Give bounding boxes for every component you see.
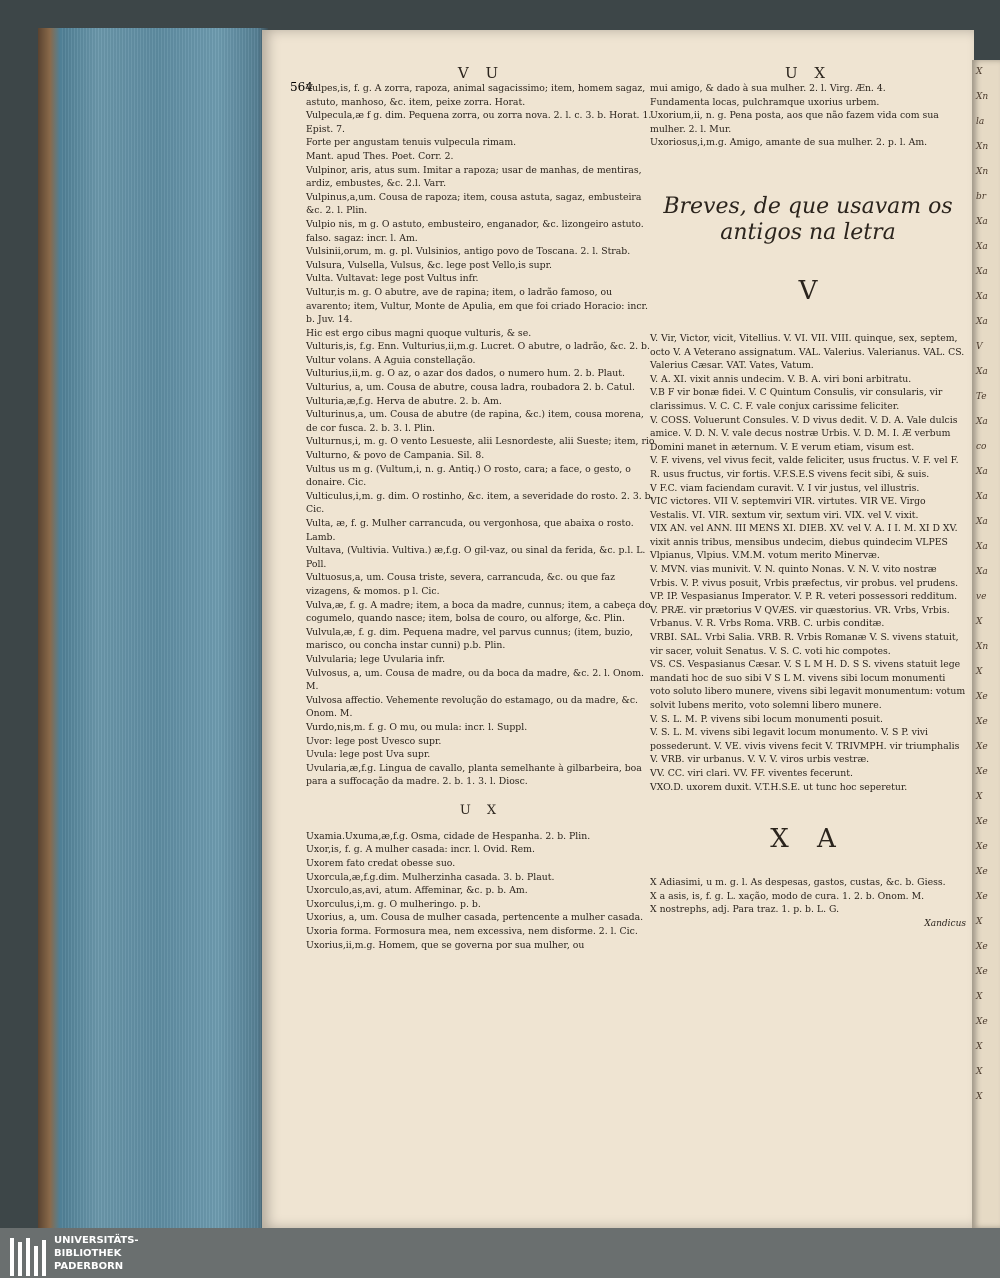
entry: V. S. L. M. vivens sibi legavit locum monumento. V. S P. vivi possederunt. V. VE. vivis vivens fecit V. TRIVMPH. vir triumphalis V. VRB. vir urbanus. V. V. V. viros urbis vestræ. [650, 727, 960, 766]
entry: Vultur,is m. g. O abutre, ave de rapina; item, o ladrão famoso, ou avarento; item, Vultur, Monte de Apulia, em que foi criado Horacio: incr. b. Juv. 14. [306, 286, 648, 326]
facing-page-fragment: Xe [976, 942, 988, 952]
facing-page-fragment: Xe [976, 742, 988, 752]
entry: Uxorius,ii,m.g. Homem, que se governa por sua mulher, ou [306, 939, 585, 951]
facing-page-fragment: Xe [976, 767, 988, 777]
facing-page-fragment: X [976, 67, 983, 77]
page-number: 564 [290, 80, 313, 94]
entry: VRBI. SAL. Vrbi Salia. VRB. R. Vrbis Romanæ V. S. vivens statuit, vir sacer, voluit Senatus. V. S. C. voti hic compotes. [650, 632, 959, 657]
entry: Vultuosus,a, um. Cousa triste, severa, carrancuda, &c. ou que faz vizagens, & momos. p l. Cic. [306, 572, 615, 597]
entry: Vulpinus,a,um. Cousa de rapoza; item, cousa astuta, sagaz, embusteira &c. 2. l. Plin. [306, 191, 642, 217]
facing-page-fragment: Xa [976, 417, 988, 427]
entry: Vulpio nis, m g. O astuto, embusteiro, enganador, &c. lizongeiro astuto. falso. sagaz: incr. l. Am. [306, 218, 644, 244]
entry: V F.C. viam faciendam curavit. V. I vir justus, vel illustris. [650, 482, 920, 494]
entry: V. PRÆ. vir prætorius V QVÆS. vir quæstorius. VR. Vrbs, Vrbis. Vrbanus. V. R. Vrbs Roma. VRB. C. urbis conditæ. [650, 604, 950, 630]
entry: V. F. vivens, vel vivus fecit, valde feliciter, usus fructus. V. F. vel F. R. usus fructus, vir fortis. V.F.S.E.S vivens fecit sibi, & suis. [650, 455, 959, 480]
entry: Vurdo,nis,m. f. g. O mu, ou mula: incr. l. Suppl. [306, 721, 528, 733]
entry: Vulticulus,i,m. g. dim. O rostinho, &c. item, a severidade do rosto. 2. 3. b. Cic. [306, 490, 654, 516]
facing-page-fragment: Xn [976, 167, 989, 177]
entry: Hic est ergo cibus magni quoque vulturis, & se. [306, 327, 532, 339]
entry: VP. IP. Vespasianus Imperator. V. P. R. veteri possessori redditum. [650, 591, 958, 603]
facing-page-fragment: br [976, 192, 987, 202]
facing-page-fragment: V [976, 342, 983, 352]
facing-page-fragment: X [976, 1067, 983, 1077]
facing-page-fragment: Xe [976, 967, 988, 977]
facing-page-fragment: X [976, 1042, 983, 1052]
facing-page-fragment: Xa [976, 217, 988, 227]
entry: V. S. L. M. P. vivens sibi locum monumenti posuit. [650, 713, 883, 725]
entry: Vulvosa affectio. Vehemente revolução do estamago, ou da madre, &c. Onom. M. [306, 694, 638, 720]
entry: V.B F vir bonæ fidei. V. C Quintum Consulis, vir consularis, vir clarissimus. V. C. C. F. vale conjux carissime feliciter. [650, 387, 943, 412]
facing-page-fragment: X [976, 992, 983, 1002]
facing-page-fragment: Xn [976, 92, 989, 102]
entry: VIX AN. vel ANN. III MENS XI. DIEB. XV. vel V. A. I I. M. XI D XV. vixit annis tribus, mensibus undecim, diebus quindecim VLPES Vlpianus, Vlpius. V.M.M. votum merito Minervæ. [650, 523, 958, 562]
facing-page-fragment: Xn [976, 142, 989, 152]
library-name-line-3: PADERBORN [54, 1261, 124, 1272]
entry: Uxoriosus,i,m.g. Amigo, amante de sua mulher. 2. p. l. Am. [650, 137, 928, 149]
entry: Uxorcula,æ,f.g.dim. Mulherzinha casada. 3. b. Plaut. [306, 871, 555, 883]
entry: Uvularia,æ,f.g. Lingua de cavallo, planta semelhante à gilbarbeira, boa para a suffocação da madre. 2. b. 1. 3. l. Diosc. [306, 762, 642, 788]
abbreviation-entries [650, 332, 966, 794]
entry: Fundamenta locas, pulchramque uxorius urbem. [650, 96, 880, 108]
entry: Uxorculo,as,avi, atum. Affeminar, &c. p. b. Am. [306, 885, 528, 897]
entry: Vultur volans. A Aguia constellação. [306, 354, 476, 366]
right-running-header: U X [784, 64, 832, 82]
entry: Forte per angustam tenuis vulpecula rimam. [306, 137, 517, 149]
entry: Vultus us m g. (Vultum,i, n. g. Antiq.) O rosto, cara; a face, o gesto, o donaire. Cic. [306, 463, 631, 489]
entry: Uxor,is, f. g. A mulher casada: incr. l. Ovid. Rem. [306, 844, 535, 856]
entry: Uvula: lege post Uva supr. [306, 749, 431, 761]
facing-page-fragment: Xa [976, 242, 988, 252]
entry: Vulta. Vultavat: lege post Vultus infr. [306, 273, 479, 285]
xa-section-heading: X A [770, 824, 846, 855]
facing-page-fragment: Xa [976, 317, 988, 327]
entry: Vulva,æ, f. g. A madre; item, a boca da madre, cunnus; item, a cabeça do cogumelo, quando nasce; item, bolsa de couro, ou alforge, &c. Plin. [306, 599, 651, 625]
facing-page-fragment: Xa [976, 517, 988, 527]
facing-page-fragment: Xa [976, 367, 988, 377]
entry: X nostrephs, adj. Para traz. 1. p. b. L. G. [650, 904, 840, 916]
left-running-header: V U [457, 64, 505, 82]
entry: Mant. apud Thes. Poet. Corr. 2. [306, 150, 454, 162]
entry: Vulvularia; lege Uvularia infr. [306, 653, 446, 665]
entry: Uxorculus,i,m. g. O mulheringo. p. b. [306, 898, 481, 910]
xa-entries [650, 876, 966, 917]
facing-page-fragment: la [976, 117, 985, 127]
entry: V. A. XI. vixit annis undecim. V. B. A. viri boni arbitratu. [650, 373, 912, 385]
entry: X Adiasimi, u m. g. l. As despesas, gastos, custas, &c. b. Giess. [650, 877, 946, 889]
entry: Vulturnus,i, m. g. O vento Lesueste, alii Lesnordeste, alii Sueste; item, rio Vulturno, & povo de Campania. Sil. 8. [306, 436, 655, 462]
breves-title-line-2: antigos na letra [720, 219, 896, 245]
book-page [262, 30, 974, 1228]
entry: Vulturinus,a, um. Cousa de abutre (de rapina, &c.) item, cousa morena, de cor fusca. 2. b. 3. l. Plin. [306, 409, 644, 434]
facing-page-fragment: co [976, 442, 987, 452]
entry: X a asis, is, f. g. L. xação, modo de cura. 1. 2. b. Onom. M. [650, 890, 925, 902]
entry: Vulturius, a, um. Cousa de abutre, cousa ladra, roubadora 2. b. Catul. [306, 382, 635, 394]
catchword: Xandicus [924, 918, 966, 929]
facing-page-fragment: Xa [976, 567, 988, 577]
big-letter: V [798, 275, 818, 306]
right-entries [650, 82, 966, 150]
entry: Uxorem fato credat obesse suo. [306, 858, 456, 870]
ux-section-heading: U X [459, 802, 503, 818]
library-footer [0, 1228, 1000, 1278]
entry: VV. CC. viri clari. VV. FF. viventes fecerunt. [650, 767, 853, 779]
facing-page-fragment: Xa [976, 542, 988, 552]
facing-page-fragment: Xe [976, 1017, 988, 1027]
entry: Vultava, (Vultivia. Vultiva.) æ,f.g. O gil-vaz, ou sinal da ferida, &c. p.l. L. Poll. [306, 545, 646, 570]
entry: V. Vir, Victor, vicit, Vitellius. V. VI. VII. VIII. quinque, sex, septem, octo V. A Veterano assignatum. VAL. Valerius. Valerianus. VAL. CS. Valerius Cæsar. VAT. Vates, Vatum. [650, 332, 965, 372]
facing-page-fragment: Xa [976, 292, 988, 302]
entry: Uvor: lege post Uvesco supr. [306, 735, 442, 747]
facing-page-fragment: Te [976, 392, 987, 402]
facing-page-fragment: X [976, 792, 983, 802]
library-logo-icon [10, 1238, 50, 1278]
facing-page-fragment: Xe [976, 867, 988, 877]
facing-page-fragment: Xa [976, 492, 988, 502]
facing-page-fragment: X [976, 917, 983, 927]
facing-page-fragment: Xa [976, 467, 988, 477]
library-name-line-2: BIBLIOTHEK [54, 1248, 122, 1259]
entry: Vulpinor, aris, atus sum. Imitar a rapoza; usar de manhas, de mentiras, ardiz, embustes, &c. 2.l. Varr. [306, 164, 642, 190]
entry: Vulsura, Vulsella, Vulsus, &c. lege post Vello,is supr. [306, 259, 552, 271]
breves-title-line-1: Breves, de que usavam os [663, 193, 953, 219]
entry: VXO.D. uxorem duxit. V.T.H.S.E. ut tunc hoc seperetur. [650, 781, 908, 793]
facing-page-fragment: Xe [976, 817, 988, 827]
entry: VS. CS. Vespasianus Cæsar. V. S L M H. D. S S. vivens statuit lege mandati hoc de suo sibi V S L M. vivens sibi locum monumenti voto soluto libero munere, vivens sibi legavit monumentum: votum solvit lubens merito, voto solemni libero munere. [650, 659, 966, 711]
entry: Vulturia,æ,f.g. Herva de abutre. 2. b. Am. [306, 395, 502, 407]
facing-page-fragment: Xe [976, 842, 988, 852]
facing-page-fragment: Xe [976, 892, 988, 902]
facing-page-fragment: X [976, 667, 983, 677]
entry: VIC victores. VII V. septemviri VIR. virtutes. VIR VE. Virgo Vestalis. VI. VIR. sextum vir, sextum viri. VIX. vel V. vixit. [650, 496, 926, 521]
facing-page-fragment: Xe [976, 692, 988, 702]
entry: Uxamia.Uxuma,æ,f.g. Osma, cidade de Hespanha. 2. b. Plin. [306, 830, 591, 842]
facing-page-fragment: Xa [976, 267, 988, 277]
entry: Vulpecula,æ f g. dim. Pequena zorra, ou zorra nova. 2. l. c. 3. b. Horat. 1. Epist. 7. [306, 110, 652, 135]
library-name-line-1: UNIVERSITÄTS- [54, 1235, 139, 1246]
facing-page-fragment: Xe [976, 717, 988, 727]
left-entries [306, 82, 656, 789]
entry: V. COSS. Voluerunt Consules. V. D vivus dedit. V. D. A. Vale dulcis amice. V. D. N. V. vale decus nostræ Urbis. V. D. M. I. Æ verbum Domini manet in æternum. V. E verum etiam, visum est. [650, 414, 958, 453]
entry: Vulta, æ, f. g. Mulher carrancuda, ou vergonhosa, que abaixa o rosto. Lamb. [306, 518, 634, 543]
entry: Uxorium,ii, n. g. Pena posta, aos que não fazem vida com sua mulher. 2. l. Mur. [650, 110, 939, 135]
library-name [54, 1234, 139, 1273]
book-edge [38, 28, 268, 1228]
entry: Vulsinii,orum, m. g. pl. Vulsinios, antigo povo de Toscana. 2. l. Strab. [306, 246, 631, 258]
entry: Vulpes,is, f. g. A zorra, rapoza, animal sagacissimo; item, homem sagaz, astuto, manhoso, &c. item, peixe zorra. Horat. [306, 83, 646, 108]
ux-entries [306, 830, 656, 952]
breves-title [650, 194, 966, 246]
left-column [306, 30, 656, 952]
entry: mui amigo, & dado à sua mulher. 2. l. Virg. Æn. 4. [650, 83, 886, 94]
entry: Vulturius,ii,m. g. O az, o azar dos dados, o numero hum. 2. b. Plaut. [306, 368, 625, 380]
facing-page-edge [972, 60, 1000, 1228]
facing-page-fragment: X [976, 617, 983, 627]
entry: Vulvosus, a, um. Cousa de madre, ou da boca da madre, &c. 2. l. Onom. M. [306, 667, 645, 693]
entry: Vulturis,is, f.g. Enn. Vulturius,ii,m.g. Lucret. O abutre, o ladrão, &c. 2. b. [306, 341, 650, 353]
entry: Vulvula,æ, f. g. dim. Pequena madre, vel parvus cunnus; (item, buzio, marisco, ou concha instar cunni) p.b. Plin. [306, 626, 633, 652]
right-column [650, 30, 966, 929]
facing-page-fragment: X [976, 1092, 983, 1102]
facing-page-fragment: Xn [976, 642, 989, 652]
facing-page-fragment: ve [976, 592, 987, 602]
entry: Uxorius, a, um. Cousa de mulher casada, pertencente a mulher casada. Uxoria forma. Formosura mea, nem excessiva, nem disforme. 2. l. Cic. [306, 912, 644, 938]
entry: V. MVN. vias munivit. V. N. quinto Nonas. V. N. V. vito nostræ Vrbis. V. P. vivus posuit, Vrbis præfectus, vir probus. vel prudens. [650, 564, 959, 589]
